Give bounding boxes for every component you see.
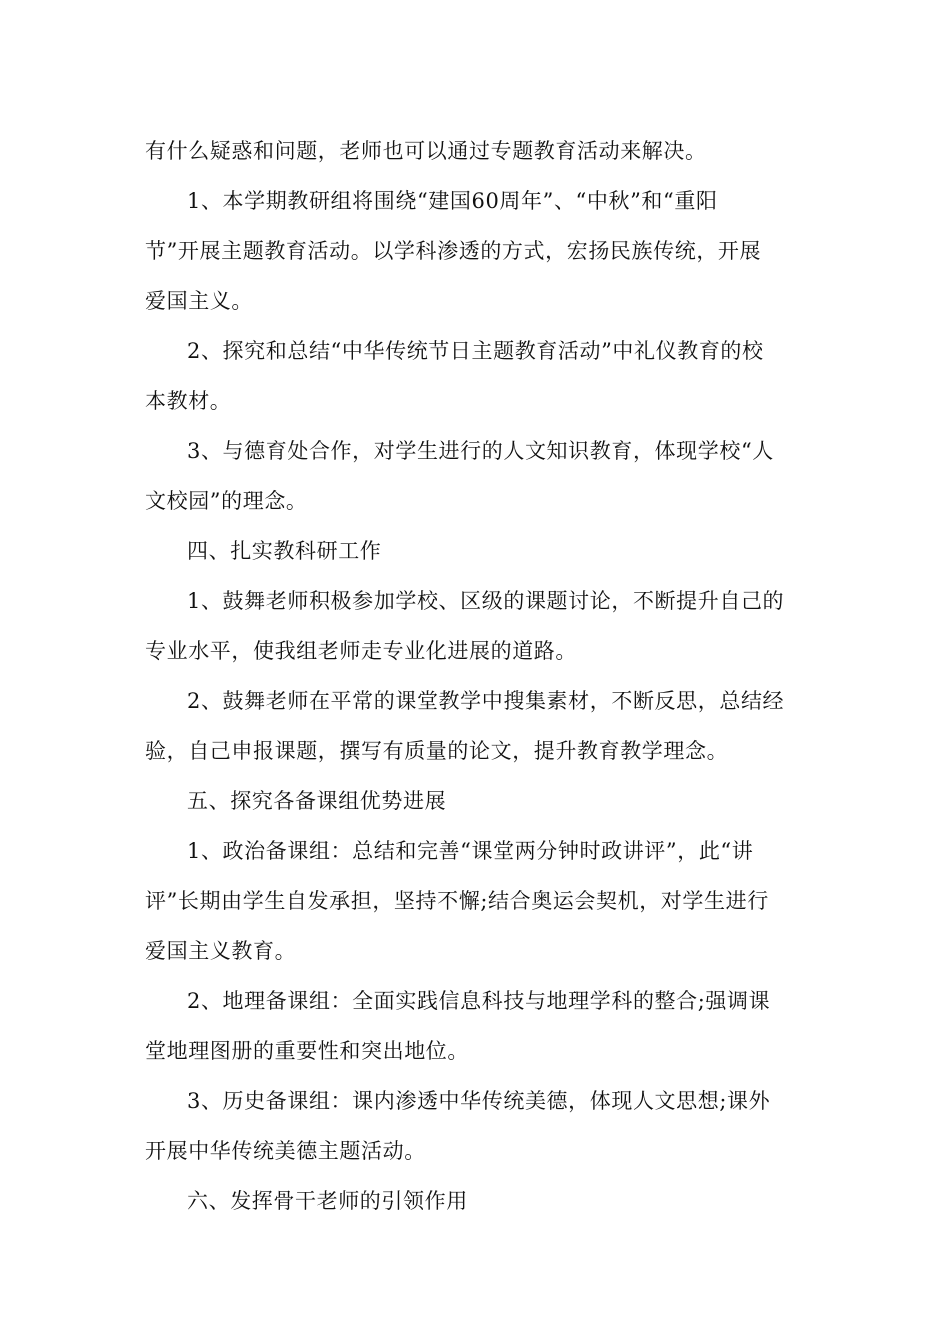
text-line: 爱国主义教育。 (145, 939, 297, 963)
section-heading: 五、探究各备课组优势进展 (187, 789, 447, 813)
text-line: 1、鼓舞老师积极参加学校、区级的课题讨论，不断提升自己的 (187, 589, 785, 613)
text-line: 验，自己申报课题，撰写有质量的论文，提升教育教学理念。 (145, 739, 729, 763)
section-heading: 四、扎实教科研工作 (187, 539, 382, 563)
text-line: 评”长期由学生自发承担，坚持不懈;结合奥运会契机，对学生进行 (145, 889, 769, 913)
text-line: 3、与德育处合作，对学生进行的人文知识教育，体现学校“人 (187, 439, 774, 463)
text-line: 本教材。 (145, 389, 232, 413)
section-heading: 六、发挥骨干老师的引领作用 (187, 1189, 468, 1213)
text-line: 爱国主义。 (145, 289, 253, 313)
text-line: 专业水平，使我组老师走专业化进展的道路。 (145, 639, 577, 663)
text-line: 有什么疑惑和问题，老师也可以通过专题教育活动来解决。 (145, 139, 707, 163)
text-line: 3、历史备课组：课内渗透中华传统美德，体现人文思想;课外 (187, 1089, 771, 1113)
text-line: 堂地理图册的重要性和突出地位。 (145, 1039, 469, 1063)
text-line: 开展中华传统美德主题活动。 (145, 1139, 426, 1163)
text-line: 文校园”的理念。 (145, 489, 308, 513)
text-line: 2、探究和总结“中华传统节日主题教育活动”中礼仪教育的校 (187, 339, 764, 363)
text-line: 节”开展主题教育活动。以学科渗透的方式，宏扬民族传统，开展 (145, 239, 762, 263)
text-line: 2、鼓舞老师在平常的课堂教学中搜集素材，不断反思，总结经 (187, 689, 785, 713)
text-line: 1、政治备课组：总结和完善“课堂两分钟时政讲评”，此“讲 (187, 839, 754, 863)
text-line: 1、本学期教研组将围绕“建国60周年”、“中秋”和“重阳 (187, 189, 718, 213)
text-line: 2、地理备课组：全面实践信息科技与地理学科的整合;强调课 (187, 989, 771, 1013)
